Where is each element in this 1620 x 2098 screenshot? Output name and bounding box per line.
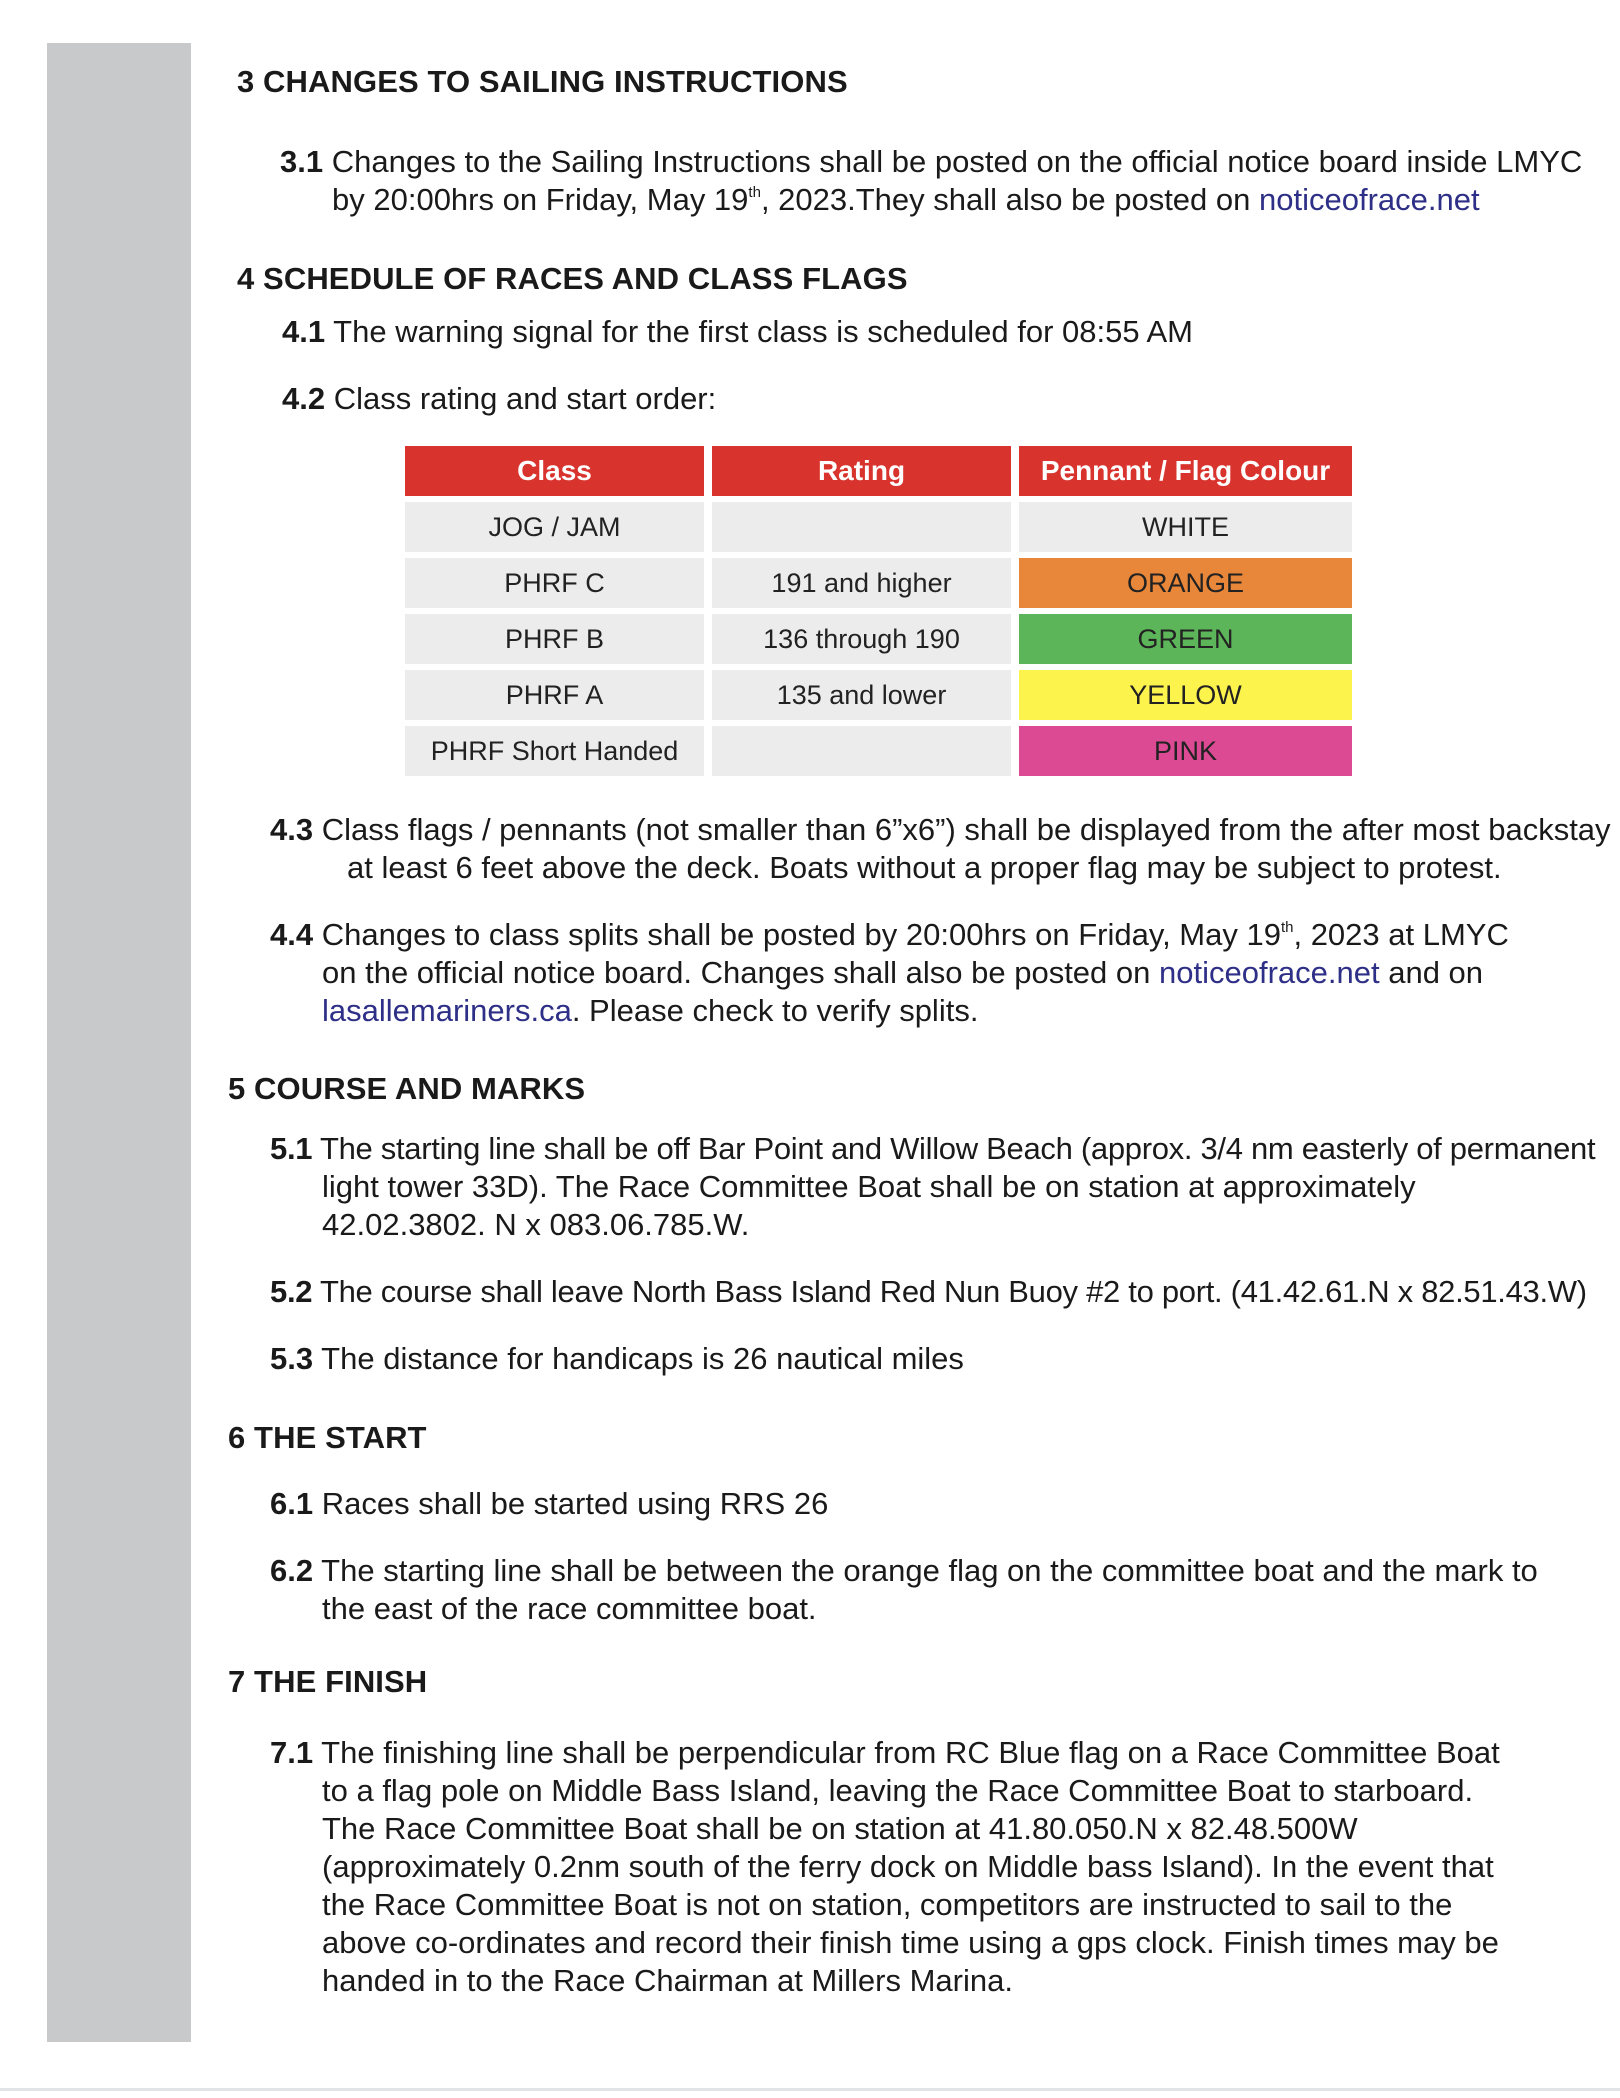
page-margin-bar xyxy=(47,43,191,2042)
cell-flag: YELLOW xyxy=(1019,670,1352,720)
cell-flag: ORANGE xyxy=(1019,558,1352,608)
section-6-heading: 6 THE START xyxy=(228,1420,427,1455)
paragraph-5-1: 5.1 The starting line shall be off Bar Point and Willow Beach (approx. 3/4 nm easterly of permanent xyxy=(270,1131,1596,1166)
table-row xyxy=(405,502,1352,552)
table-row xyxy=(405,558,1352,608)
cell-flag: WHITE xyxy=(1019,502,1352,552)
paragraph-3-1 xyxy=(280,143,1582,181)
cell-class: JOG / JAM xyxy=(405,502,704,552)
paragraph-number: 3.1 xyxy=(280,144,324,179)
cell-class: PHRF A xyxy=(405,670,704,720)
paragraph-6-2: 6.2 The starting line shall be between the orange flag on the committee boat and the mark to xyxy=(270,1553,1538,1588)
paragraph-6-2-cont: the east of the race committee boat. xyxy=(322,1591,817,1626)
paragraph-5-1-cont2: 42.02.3802. N x 083.06.785.W. xyxy=(322,1207,750,1242)
paragraph-4-1: 4.1 The warning signal for the first class is scheduled for 08:55 AM xyxy=(282,314,1193,349)
paragraph-7-1-line4: (approximately 0.2nm south of the ferry dock on Middle bass Island). In the event that xyxy=(322,1849,1494,1884)
cell-rating: 191 and higher xyxy=(712,558,1011,608)
table-row xyxy=(405,726,1352,776)
cell-class: PHRF B xyxy=(405,614,704,664)
paragraph-6-1: 6.1 Races shall be started using RRS 26 xyxy=(270,1486,829,1521)
paragraph-4-2: 4.2 Class rating and start order: xyxy=(282,381,717,416)
noticeofrace-link[interactable]: noticeofrace.net xyxy=(1159,955,1380,990)
lasallemariners-link[interactable]: lasallemariners.ca xyxy=(322,993,572,1028)
cell-flag: GREEN xyxy=(1019,614,1352,664)
cell-rating: 135 and lower xyxy=(712,670,1011,720)
section-5-heading: 5 COURSE AND MARKS xyxy=(228,1071,586,1106)
paragraph-7-1: 7.1 The finishing line shall be perpendicular from RC Blue flag on a Race Committee Boat xyxy=(270,1735,1500,1770)
paragraph-5-2: 5.2 The course shall leave North Bass Island Red Nun Buoy #2 to port. (41.42.61.N x 82.51.43.W) xyxy=(270,1274,1587,1309)
section-4-heading: 4 SCHEDULE OF RACES AND CLASS FLAGS xyxy=(237,261,908,296)
paragraph-7-1-line3: The Race Committee Boat shall be on station at 41.80.050.N x 82.48.500W xyxy=(322,1811,1358,1846)
noticeofrace-link[interactable]: noticeofrace.net xyxy=(1259,182,1480,217)
paragraph-5-3: 5.3 The distance for handicaps is 26 nautical miles xyxy=(270,1341,964,1376)
cell-class: PHRF Short Handed xyxy=(405,726,704,776)
cell-rating xyxy=(712,726,1011,776)
table-row xyxy=(405,614,1352,664)
cell-rating xyxy=(712,502,1011,552)
table-header-row xyxy=(405,446,1352,496)
paragraph-3-1-cont: by 20:00hrs on Friday, May 19th, 2023.They shall also be posted on noticeofrace.net xyxy=(332,182,1480,217)
header-flag-colour: Pennant / Flag Colour xyxy=(1019,446,1352,496)
paragraph-4-3-cont: at least 6 feet above the deck. Boats without a proper flag may be subject to protest. xyxy=(347,850,1502,885)
paragraph-7-1-line5: the Race Committee Boat is not on station, competitors are instructed to sail to the xyxy=(322,1887,1453,1922)
paragraph-4-4-cont2: lasallemariners.ca. Please check to verify splits. xyxy=(322,993,979,1028)
paragraph-7-1-line2: to a flag pole on Middle Bass Island, leaving the Race Committee Boat to starboard. xyxy=(322,1773,1474,1808)
class-rating-table xyxy=(397,440,1360,782)
section-3-heading: 3 CHANGES TO SAILING INSTRUCTIONS xyxy=(237,64,848,99)
paragraph-4-4-cont: on the official notice board. Changes shall also be posted on noticeofrace.net and on xyxy=(322,955,1484,990)
paragraph-4-4: 4.4 Changes to class splits shall be posted by 20:00hrs on Friday, May 19th, 2023 at LMYC xyxy=(270,917,1509,952)
paragraph-7-1-line7: handed in to the Race Chairman at Millers Marina. xyxy=(322,1963,1013,1998)
paragraph-7-1-line6: above co-ordinates and record their finish time using a gps clock. Finish times may be xyxy=(322,1925,1499,1960)
cell-flag: PINK xyxy=(1019,726,1352,776)
cell-class: PHRF C xyxy=(405,558,704,608)
paragraph-5-1-cont: light tower 33D). The Race Committee Boat shall be on station at approximately xyxy=(322,1169,1416,1204)
section-7-heading: 7 THE FINISH xyxy=(228,1664,428,1699)
table-row xyxy=(405,670,1352,720)
header-class: Class xyxy=(405,446,704,496)
cell-rating: 136 through 190 xyxy=(712,614,1011,664)
paragraph-4-3: 4.3 Class flags / pennants (not smaller than 6”x6”) shall be displayed from the after most backstay xyxy=(270,812,1611,847)
page-bottom-divider xyxy=(0,2088,1620,2091)
header-rating: Rating xyxy=(712,446,1011,496)
paragraph-text: Changes to the Sailing Instructions shall be posted on the official notice board inside LMYC xyxy=(331,144,1583,179)
